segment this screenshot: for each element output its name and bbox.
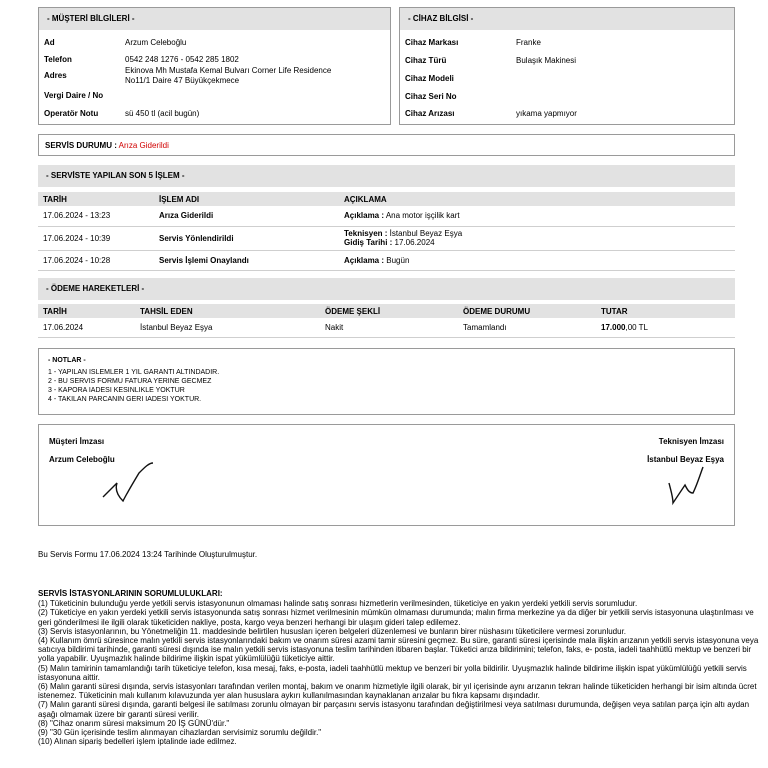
- note-line: 2 - BU SERVIS FORMU FATURA YERINE GECMEZ: [48, 378, 212, 385]
- term-line: (9) "30 Gün içerisinde teslim alınmayan cihazlardan servisimiz sorumlu değildir.": [38, 728, 322, 738]
- term-line: (1) Tüketicinin bulunduğu yerde yetkili servis istasyonunun olmaması halinde satış sonrası hizmetlerin verilmesinden, tüketiciye en yakın yerdeki yetkili servis sorumludur.: [38, 599, 638, 609]
- table-header-row: [38, 304, 735, 318]
- operation-name: Servis Yönlendirildi: [154, 226, 339, 250]
- term-line: (4) Kullanım ömrü süresince malın yetkili servis istasyonlarındaki bakım ve onarım süresi azami tamir süresini geçmez. Bu süre, garanti süresi içerisinde mala ilişkin arızanın yetkili servis istasyonuna veya satıcıya bildirimi tarihinde, garanti süresi dışında ise malın yetkili servis istasyonuna teslim tarihinden itibaren başlar. Tüketici arıza bildirimini; telefon, faks, e- posta, iadeli taahhütlü mektup ve benzeri bir yolla yapabilir. Uyuşmazlık halinde bildirime ilişkin ispat yükümlülüğü tüketiciye aittir.: [38, 636, 759, 664]
- technician-signature-icon: [667, 463, 727, 509]
- payment-collector: İstanbul Beyaz Eşya: [135, 318, 320, 337]
- term-line: (6) Malın garanti süresi dışında, servis istasyonları tarafından verilen montaj, bakım ve onarım hizmetiyle ilgili olarak, bir yıl içerisinde aynı arızanın tekrarı halinde tüketiciden herhangi bir isim altında ücret istenemez. Tüketicinin malı kullanım kılavuzunda yer alan hususlara aykırı kullanılmasından kaynaklanan arızalar bu fıkra kapsamı dışındadır.: [38, 682, 757, 701]
- notes-box: [38, 348, 735, 415]
- terms-section: [38, 589, 762, 746]
- note-line: 1 - YAPILAN ISLEMLER 1 YIL GARANTI ALTINDADIR.: [48, 369, 220, 376]
- customer-address-label: Adres: [44, 71, 67, 80]
- operation-description: Açıklama : Ana motor işçilik kart: [339, 206, 735, 226]
- technician-signature-name: İstanbul Beyaz Eşya: [647, 455, 724, 464]
- device-type-value: Bulaşık Makinesi: [516, 56, 577, 65]
- operator-note-label: Operatör Notu: [44, 109, 99, 118]
- device-info-box: [399, 7, 735, 125]
- form-created-text: Bu Servis Formu 17.06.2024 13:24 Tarihinde Oluşturulmuştur.: [38, 550, 258, 559]
- device-fault-label: Cihaz Arızası: [405, 109, 455, 118]
- operator-note-value: sü 450 tl (acil bugün): [125, 109, 200, 118]
- customer-info-title: - MÜŞTERİ BİLGİLERİ -: [39, 8, 390, 30]
- column-header: TAHSİL EDEN: [140, 306, 193, 316]
- table-row: [38, 206, 735, 226]
- table-row: [38, 318, 735, 337]
- last-operations-table: [38, 192, 735, 271]
- operation-date: 17.06.2024 - 13:23: [38, 206, 154, 226]
- customer-phone-label: Telefon: [44, 55, 72, 64]
- customer-name-value: Arzum Celeboğlu: [125, 38, 187, 47]
- device-info-title: - CİHAZ BİLGİSİ -: [400, 8, 734, 30]
- payments-table: [38, 304, 735, 338]
- payment-date: 17.06.2024: [38, 318, 135, 337]
- column-header: ÖDEME ŞEKLİ: [325, 306, 381, 316]
- column-header: TARİH: [43, 194, 67, 204]
- device-brand-value: Franke: [516, 38, 541, 47]
- payments-title: - ÖDEME HAREKETLERİ -: [38, 278, 735, 300]
- service-status-label: SERVİS DURUMU :: [45, 141, 117, 150]
- service-status-value: Arıza Giderildi: [118, 141, 169, 150]
- customer-phone-value: 0542 248 1276 - 0542 285 1802: [125, 55, 239, 64]
- table-row: [38, 226, 735, 250]
- customer-signature-label: Müşteri İmzası: [49, 437, 105, 446]
- column-header: İŞLEM ADI: [159, 194, 200, 204]
- customer-address-value: Ekinova Mh Mustafa Kemal Bulvarı Corner Life Residence: [125, 66, 332, 75]
- note-line: 4 - TAKILAN PARCANIN GERI IADESI YOKTUR.: [48, 396, 202, 403]
- term-line: (2) Tüketiciye en yakın yerdeki yetkili servis istasyonunda satış sonrası hizmet verilmesinin mümkün olmaması durumunda; malın firma merkezine ya da diğer bir yetkili servis istasyonuna ulaştırılması ve geri gönderilmesi ile ilgili olarak tüketiciden nakliye, posta, kargo veya benzeri herhangi bir ulaşım gideri talep edilemez.: [38, 608, 754, 627]
- customer-name-label: Ad: [44, 38, 55, 47]
- signatures-box: [38, 424, 735, 526]
- term-line: (8) "Cihaz onarım süresi maksimum 20 İŞ GÜNÜ'dür.": [38, 718, 230, 728]
- operation-name: Arıza Giderildi: [154, 206, 339, 226]
- device-serial-label: Cihaz Seri No: [405, 92, 457, 101]
- payment-amount: 17.000,00 TL: [596, 318, 735, 337]
- term-line: (3) Servis istasyonlarının, bu Yönetmeliğin 11. maddesinde belirtilen hususları içeren belgeleri düzenlemesi ve bunların birer nüshasını tüketicilere vermesi zorunludur.: [38, 626, 627, 636]
- customer-info-box: [38, 7, 391, 125]
- term-line: (7) Malın garanti süresi dışında, garanti belgesi ile satılması zorunlu olmayan bir parçasını servis istasyonu tarafından değiştirilmesi veya satılması durumunda, değişen veya satılan parça için altı aydan aşağı olmamak üzere bir garanti süresi verilir.: [38, 700, 750, 719]
- technician-signature-label: Teknisyen İmzası: [658, 437, 724, 446]
- device-brand-label: Cihaz Markası: [405, 38, 459, 47]
- table-header-row: [38, 192, 735, 206]
- operation-name: Servis İşlemi Onaylandı: [154, 250, 339, 270]
- last-operations-title: - SERVİSTE YAPILAN SON 5 İŞLEM -: [38, 165, 735, 187]
- table-row: [38, 250, 735, 270]
- device-fault-value: yıkama yapmıyor: [516, 109, 577, 118]
- customer-tax-label: Vergi Daire / No: [44, 91, 104, 100]
- note-line: 3 - KAPORA IADESI KESINLIKLE YOKTUR: [48, 387, 185, 394]
- operation-date: 17.06.2024 - 10:28: [38, 250, 154, 270]
- payment-method: Nakit: [320, 318, 458, 337]
- operation-description: Açıklama : Bugün: [339, 250, 735, 270]
- terms-title: SERVİS İSTASYONLARININ SORUMLULUKLARI:: [38, 589, 223, 598]
- column-header: TARİH: [43, 306, 67, 316]
- service-status-row: [45, 141, 169, 151]
- notes-title: - NOTLAR -: [48, 357, 86, 364]
- last-operations-box: [38, 165, 735, 269]
- term-line: (10) Alınan sipariş bedelleri işlem iptalinde iade edilmez.: [38, 737, 237, 747]
- column-header: ÖDEME DURUMU: [463, 306, 531, 316]
- payments-box: [38, 278, 735, 340]
- payment-status: Tamamlandı: [458, 318, 596, 337]
- column-header: AÇIKLAMA: [344, 194, 387, 204]
- service-status-box: [38, 134, 735, 156]
- operation-description: Teknisyen : İstanbul Beyaz Eşya Gidiş Tarihi : 17.06.2024: [339, 226, 735, 250]
- device-type-label: Cihaz Türü: [405, 56, 447, 65]
- operation-date: 17.06.2024 - 10:39: [38, 226, 154, 250]
- customer-signature-name: Arzum Celeboğlu: [49, 455, 115, 464]
- customer-address-value-line2: No11/1 Daire 47 Büyükçekmece: [125, 76, 240, 85]
- device-model-label: Cihaz Modeli: [405, 74, 454, 83]
- column-header: TUTAR: [601, 306, 628, 316]
- customer-signature-icon: [101, 461, 181, 511]
- term-line: (5) Malın tamirinin tamamlandığı tarih tüketiciye telefon, kısa mesaj, faks, e-posta, iadeli taahhütlü mektup ve benzeri bir yolla bildirilir. Uyuşmazlık halinde bildirime ilişkin ispat yükümlülüğü yetkili servis istasyonuna aittir.: [38, 663, 747, 682]
